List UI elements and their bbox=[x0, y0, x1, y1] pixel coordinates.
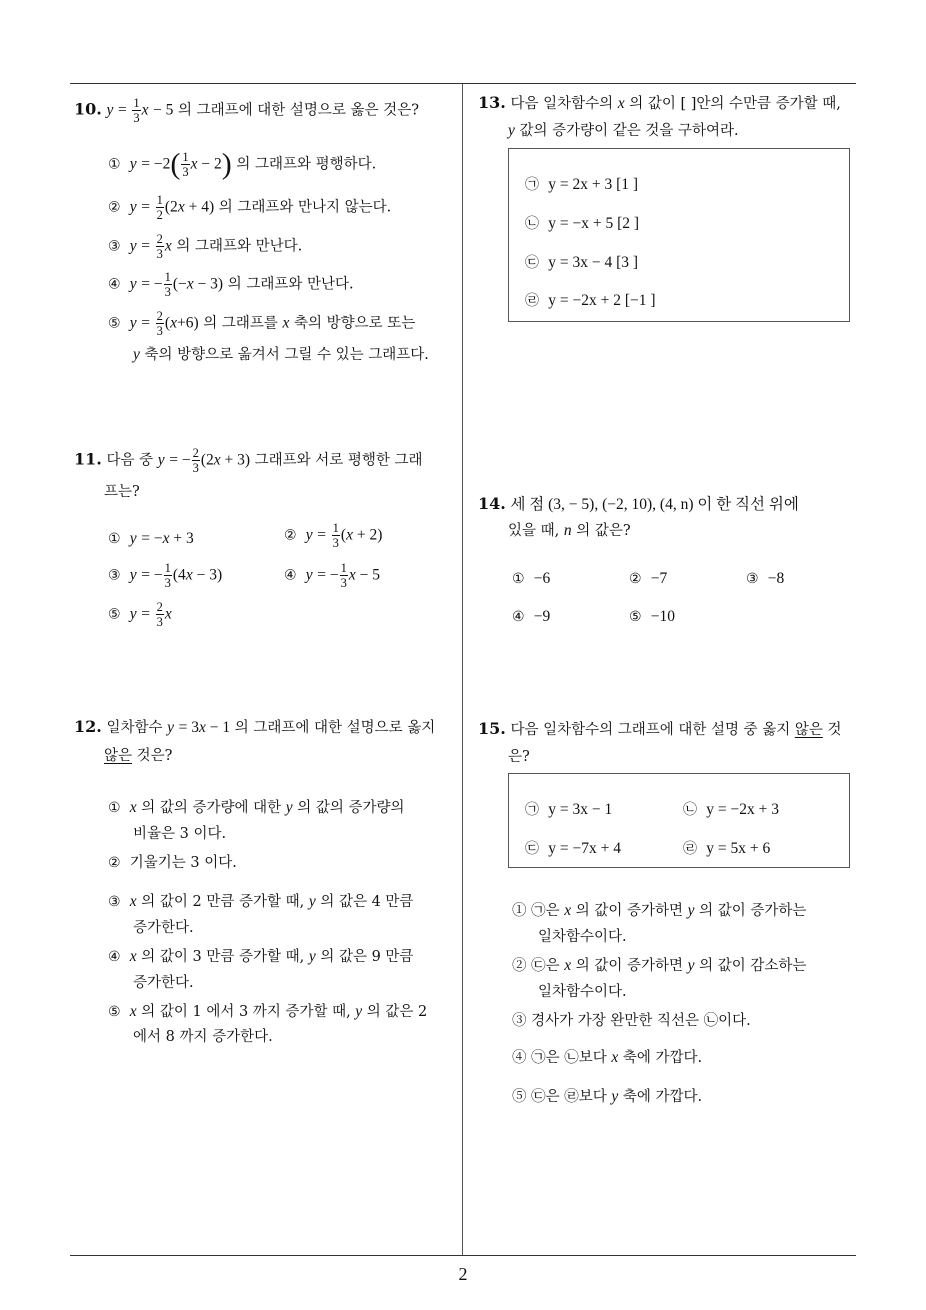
q11-option-1[interactable]: ① y = −x + 3 bbox=[108, 530, 194, 547]
q12-option-4-cont: 증가한다. bbox=[133, 975, 194, 991]
q14-stem: 14. 세 점 (3, − 5), (−2, 10), (4, n) 이 한 직선 위에 bbox=[478, 494, 799, 513]
q12-option-4[interactable]: ④ x 의 값이 3 만큼 증가할 때, y 의 값은 9 만큼 bbox=[108, 948, 414, 965]
q14-choice-2[interactable]: ② −7 bbox=[629, 570, 668, 587]
q15-option-4[interactable]: ④ ㉠은 ㉡보다 x 축에 가깝다. bbox=[512, 1049, 703, 1066]
q10-stem-text: 의 그래프에 대한 설명으로 옳은 것은? bbox=[178, 102, 419, 119]
column-divider bbox=[462, 84, 463, 1256]
q15-option-3[interactable]: ③ 경사가 가장 완만한 직선은 ㉡이다. bbox=[512, 1013, 751, 1029]
q12-option-3[interactable]: ③ x 의 값이 2 만큼 증가할 때, y 의 값은 4 만큼 bbox=[108, 893, 414, 910]
q11-stem-line2: 프는? bbox=[104, 484, 140, 500]
q13-item-3: ㉢ y = 3x − 4 [3 ] bbox=[525, 254, 639, 271]
q11-option-4[interactable]: ④ y = − $\frac{1}{3}$ x − 5 bbox=[284, 561, 381, 590]
q10-stem: 10. y = $\frac{1}{3}$ x − 5 의 그래프에 대한 설명으로 옳은 것은? bbox=[74, 96, 419, 125]
q15-option-5[interactable]: ⑤ ㉢은 ㉣보다 y 축에 가깝다. bbox=[512, 1088, 703, 1105]
q13-stem-line2: y 값의 증가량이 같은 것을 구하여라. bbox=[508, 122, 739, 139]
top-rule bbox=[70, 83, 856, 84]
q15-option-2[interactable]: ② ㉢은 x 의 값이 증가하면 y 의 값이 감소하는 bbox=[512, 957, 807, 974]
q14-choice-5[interactable]: ⑤ −10 bbox=[629, 608, 676, 625]
q14-stem-line2: 있을 때, n 의 값은? bbox=[508, 522, 631, 539]
q12-option-3-cont: 증가한다. bbox=[133, 920, 194, 936]
q11-option-3[interactable]: ③ y = − $\frac{1}{3}$ (4x − 3) bbox=[108, 561, 223, 590]
q10-number: 10. bbox=[74, 99, 102, 119]
q14-choice-3[interactable]: ③ −8 bbox=[746, 570, 785, 587]
q15-stem-line2: 은? bbox=[508, 749, 530, 765]
q13-item-2: ㉡ y = −x + 5 [2 ] bbox=[525, 215, 640, 232]
q15-item-3: ㉢ y = −7x + 4 bbox=[525, 840, 621, 857]
page-number: 2 bbox=[458, 1264, 468, 1284]
q10-option-5[interactable]: ⑤ y = $\frac{2}{3}$ (x+6) 의 그래프를 x 축의 방향으로 또는 bbox=[108, 309, 416, 338]
q15-option-1[interactable]: ① ㉠은 x 의 값이 증가하면 y 의 값이 증가하는 bbox=[512, 902, 807, 919]
q10-option-3[interactable]: ③ y = $\frac{2}{3}$ x 의 그래프와 만난다. bbox=[108, 232, 303, 261]
q12-option-1[interactable]: ① x 의 값의 증가량에 대한 y 의 값의 증가량의 bbox=[108, 799, 405, 816]
q12-stem: 12. 일차함수 y = 3x − 1 의 그래프에 대한 설명으로 옳지 bbox=[74, 717, 436, 736]
q13-item-4: ㉣ y = −2x + 2 [−1 ] bbox=[525, 292, 656, 309]
q11-option-5[interactable]: ⑤ y = $\frac{2}{3}$ x bbox=[108, 600, 172, 629]
bottom-rule bbox=[70, 1255, 856, 1256]
q15-option-1-cont: 일차함수이다. bbox=[538, 929, 627, 945]
q13-stem: 13. 다음 일차함수의 x 의 값이 [ ]안의 수만큼 증가할 때, bbox=[478, 93, 841, 112]
q15-option-2-cont: 일차함수이다. bbox=[538, 984, 627, 1000]
q15-item-4: ㉣ y = 5x + 6 bbox=[683, 840, 771, 857]
q10-option-5-cont: y 축의 방향으로 옮겨서 그릴 수 있는 그래프다. bbox=[133, 346, 429, 363]
q11-option-2[interactable]: ② y = $\frac{1}{3}$ (x + 2) bbox=[284, 521, 383, 550]
q12-option-1-cont: 비율은 3 이다. bbox=[133, 826, 227, 842]
q14-choice-4[interactable]: ④ −9 bbox=[512, 608, 551, 625]
q10-option-1[interactable]: ① y = −2( $\frac{1}{3}$ x − 2) 의 그래프와 평행하다. bbox=[108, 147, 377, 181]
q15-stem: 15. 다음 일차함수의 그래프에 대한 설명 중 옳지 않은 것 bbox=[478, 719, 842, 738]
q10-option-2[interactable]: ② y = $\frac{1}{2}$ (2x + 4) 의 그래프와 만나지 않는다. bbox=[108, 193, 392, 222]
q12-option-5[interactable]: ⑤ x 의 값이 1 에서 3 까지 증가할 때, y 의 값은 2 bbox=[108, 1003, 428, 1020]
q12-stem-line2: 않은 것은? bbox=[104, 748, 173, 764]
q14-choice-1[interactable]: ① −6 bbox=[512, 570, 551, 587]
q12-option-5-cont: 에서 8 까지 증가한다. bbox=[133, 1029, 273, 1045]
q12-option-2[interactable]: ② 기울기는 3 이다. bbox=[108, 855, 237, 871]
q15-item-1: ㉠ y = 3x − 1 bbox=[525, 801, 613, 818]
q13-item-1: ㉠ y = 2x + 3 [1 ] bbox=[525, 176, 639, 193]
q15-item-2: ㉡ y = −2x + 3 bbox=[683, 801, 779, 818]
q10-option-4[interactable]: ④ y = − $\frac{1}{3}$ (−x − 3) 의 그래프와 만난다. bbox=[108, 270, 354, 299]
q11-stem: 11. 다음 중 y = − $\frac{2}{3}$ (2x + 3) 그래프와 서로 평행한 그래 bbox=[74, 446, 423, 475]
